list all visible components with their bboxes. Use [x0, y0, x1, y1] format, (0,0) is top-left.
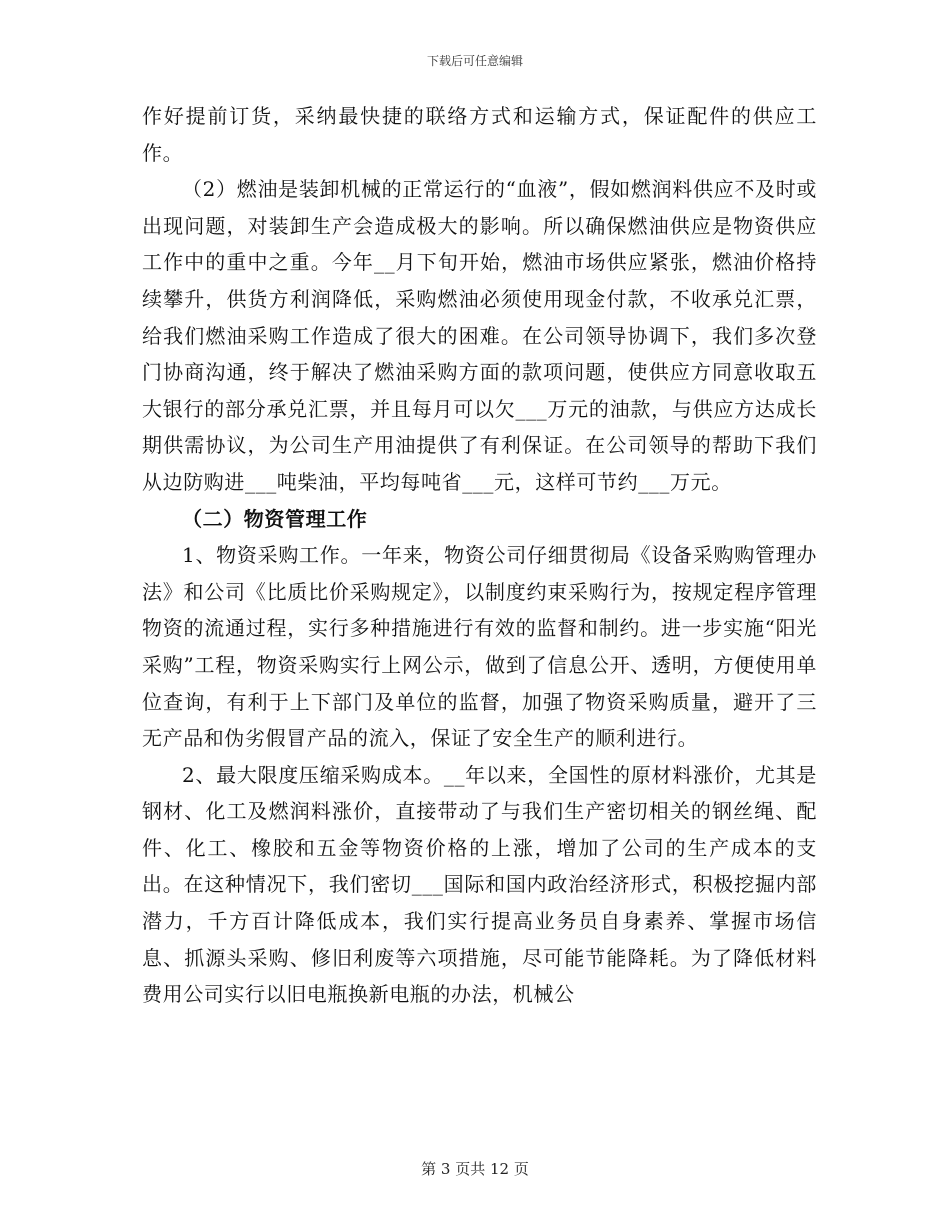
page-header: 下载后可任意编辑 [426, 54, 523, 68]
page-number-footer: 第 3 页共 12 页 [421, 1160, 529, 1178]
paragraph-procurement-work: 1、物资采购工作。一年来，物资公司仔细贯彻局《设备采购购管理办法》和公司《比质比价采购规定》，以制度约束采购行为，按规定程序管理物资的流通过程，实行多种措施进行有效的监督和制约。进一步实施“阳光采购”工程，物资采购实行上网公示，做到了信息公开、透明，方便使用单位查询，有利于上下部门及单位的监督，加强了物资采购质量，避开了三无产品和伪劣假冒产品的流入，保证了安全生产的顺利进行。 [142, 543, 817, 751]
section-heading-materials-management: （二）物资管理工作 [182, 506, 368, 531]
paragraph-fuel-supply: （2）燃油是装卸机械的正常运行的“血液”，假如燃润料供应不及时或出现问题，对装卸生产会造成极大的影响。所以确保燃油供应是物资供应工作中的重中之重。今年__月下旬开始，燃油市场供应紧张，燃油价格持续攀升，供货方利润降低，采购燃油必须使用现金付款，不收承兑汇票，给我们燃油采购工作造成了很大的困难。在公司领导协调下，我们多次登门协商沟通，终于解决了燃油采购方面的款项问题，使供应方同意收取五大银行的部分承兑汇票，并且每月可以欠___万元的油款，与供应方达成长期供需协议，为公司生产用油提供了有利保证。在公司领导的帮助下我们从边防购进___吨柴油，平均每吨省___元，这样可节约___万元。 [142, 177, 817, 494]
paragraph-parts-supply-continued: 作好提前订货，采纳最快捷的联络方式和运输方式，保证配件的供应工作。 [142, 104, 817, 165]
document-body [142, 98, 817, 1013]
paragraph-cost-reduction: 2、最大限度压缩采购成本。__年以来，全国性的原材料涨价，尤其是钢材、化工及燃润料涨价，直接带动了与我们生产密切相关的钢丝绳、配件、化工、橡胶和五金等物资价格的上涨，增加了公司的生产成本的支出。在这种情况下，我们密切___国际和国内政治经济形式，积极挖掘内部潜力，千方百计降低成本，我们实行提高业务员自身素养、掌握市场信息、抓源头采购、修旧利废等六项措施，尽可能节能降耗。为了降低材料费用公司实行以旧电瓶换新电瓶的办法，机械公 [142, 762, 817, 1007]
